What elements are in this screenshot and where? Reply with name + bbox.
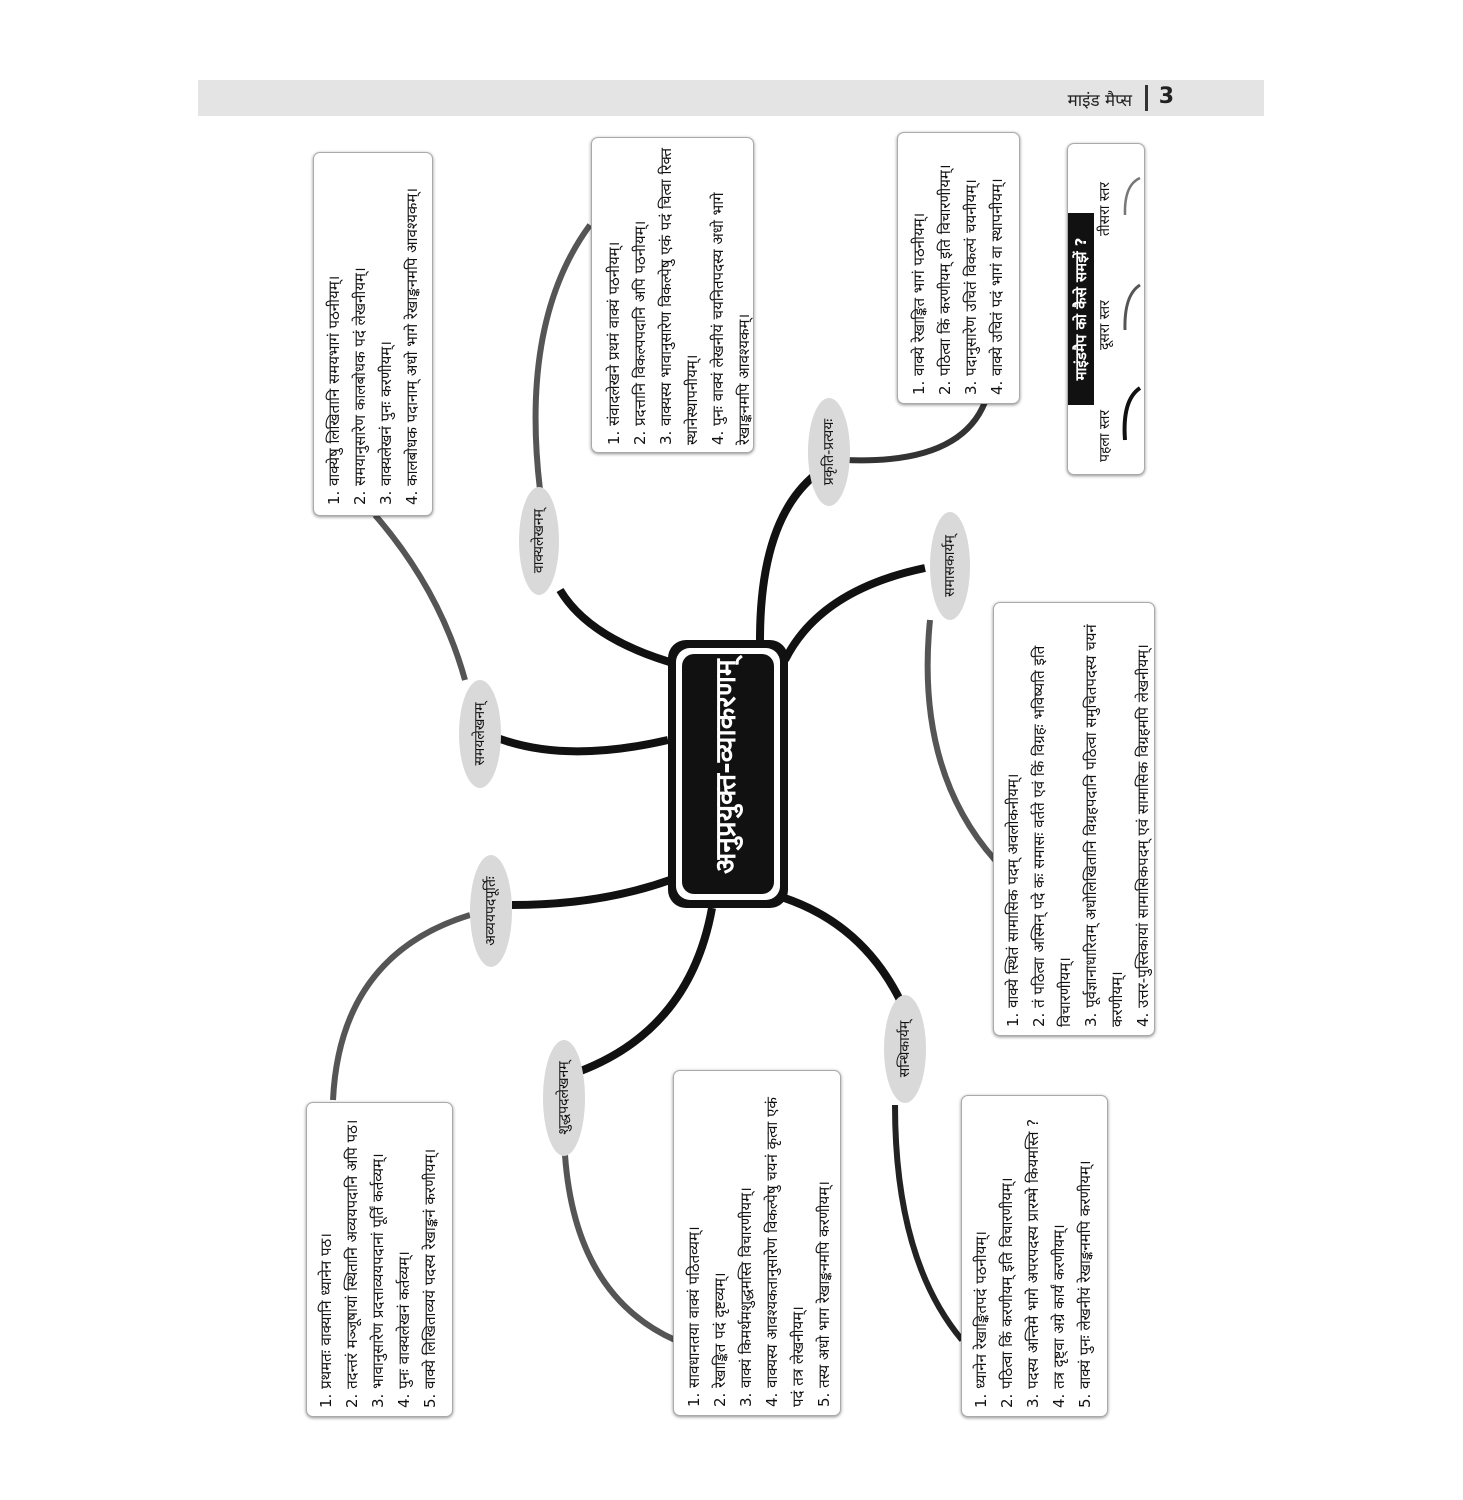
list-item: 4. वाक्ये उचितं पदं भागं वा स्थापनीयम्। [988, 178, 1006, 395]
legend-level-3: तीसरा स्तर [1097, 181, 1113, 236]
header-title: माइंड मैप्स [1067, 91, 1132, 111]
list-item: 1. वाक्येषु लिखितानि समयभागं पठनीयम्। [325, 275, 343, 505]
list-item: 4. उत्तर-पुस्तिकायां सामासिकपदम् एवं सामासिक विग्रहमपि लेखनीयम्। [1134, 644, 1152, 1027]
list-item: 3. पदस्य अन्तिमे भागे अपरपदस्य प्रारम्भे कियमस्ति ? [1024, 1118, 1042, 1408]
list-item: 1. सावधानतया वाक्यं पठितव्यम्। [685, 1226, 703, 1407]
list-item: 2. तदन्तरं मञ्जूषायां स्थितानि अव्ययपदानि अपि पठ। [343, 1119, 361, 1408]
label-samasakaryam: समासकार्यम् [942, 535, 958, 597]
list-avyaya [313, 1110, 445, 1408]
connector-avyaya-box [333, 915, 470, 1100]
list-item: 3. वाक्यलेखनं पुनः करणीयम्। [377, 341, 395, 505]
list-samasakaryam [1000, 611, 1152, 1027]
connector-samasakaryam [785, 568, 925, 660]
list-item: 3. भावानुसारेण प्रदत्ताव्ययपदानां पूर्तिं कर्तव्यम्। [369, 1153, 387, 1408]
list-item: 1. ध्यानेन रेखाङ्कितपदं पठनीयम्। [972, 1231, 990, 1408]
list-vakyalekhanam [601, 143, 753, 445]
label-avyaya: अव्ययपदपूर्तिः [483, 876, 499, 946]
list-samayalekhanam [321, 160, 425, 505]
list-item: 4. वाक्यस्य आवश्यकतानुसारेण विकल्पेषु चयनं कृत्वा एकं पदं तत्र लेखनीयम्। [763, 1097, 807, 1407]
connector-shuddha [578, 908, 712, 1072]
list-sandhi [968, 1102, 1100, 1408]
list-item: 2. तं पठित्वा अस्मिन् पदे कः समासः वर्तते एवं किं विग्रहः भविष्यति इति विचारणीयम्। [1030, 645, 1074, 1027]
list-item: 3. वाक्यं किमर्थमशुद्धमस्ति विचारणीयम्। [737, 1187, 755, 1407]
list-item: 2. समयानुसारेण कालबोधक पदं लेखनीयम्। [351, 267, 369, 505]
list-item: 5. वाक्यं पुनः लेखनीयं रेखाङ्कनमपि करणीयम्। [1076, 1160, 1094, 1408]
list-item: 1. वाक्ये रेखाङ्कित भागं पठनीयम्। [910, 212, 928, 395]
label-vakyalekhanam: वाक्यलेखनम् [531, 508, 547, 574]
list-item: 3. वाक्यस्य भावानुसारेण विकल्पेषु एकं पदं चित्वा रिक्त स्थानेस्थापनीयम्। [657, 147, 701, 445]
legend-level-1: पहला स्तर [1097, 409, 1113, 462]
connector-prakriti [760, 475, 815, 640]
connector-vakyalekhanam-box [536, 225, 590, 490]
list-item: 2. पठित्वा किं करणीयम् इति विचारणीयम्। [936, 164, 954, 395]
label-prakriti: प्रकृति-प्रत्ययः [821, 418, 837, 486]
legend-level-2: दूसरा स्तर [1097, 300, 1113, 350]
connector-prakriti-box [845, 402, 985, 460]
label-shuddha: शुद्धपदलेखनम् [556, 1061, 572, 1135]
list-item: 5. वाक्ये लिखिताव्ययं पदस्य रेखाङ्कनं करणीयम्। [421, 1148, 439, 1408]
connector-shuddha-box [565, 1155, 675, 1340]
label-sandhi: सन्धिकार्यम् [897, 1020, 913, 1078]
list-item: 2. रेखाङ्कित पदं दृष्टव्यम्। [711, 1272, 729, 1407]
list-item: 5. तस्य अधो भाग रेखाङ्कनमपि करणीयम्। [815, 1181, 833, 1407]
label-samayalekhanam: समयलेखनम् [472, 702, 488, 766]
list-item: 3. पदानुसारेण उचितं विकल्पं चयनीयम्। [962, 179, 980, 395]
center-label: अनुप्रयुक्त-व्याकरणम् [709, 659, 742, 874]
connector-sandhi [775, 895, 900, 1000]
list-item: 2. प्रदत्तानि विकल्पपदानि अपि पठनीयम्। [631, 220, 649, 445]
list-item: 2. पठित्वा किं करणीयम् इति विचारणीयम्। [998, 1177, 1016, 1408]
list-shuddha [681, 1077, 833, 1407]
list-item: 4. पुनः वाक्यलेखनं कर्तव्यम्। [395, 1251, 413, 1408]
list-item: 4. पुनः वाक्यं लेखनीयं चयनितपदस्य अधो भागे रेखाङ्कनमपि आवश्यकम्। [709, 192, 753, 445]
connector-sandhi-box [895, 1105, 962, 1340]
list-item: 1. प्रथमतः वाक्यानि ध्यानेन पठ। [317, 1233, 335, 1408]
legend-title: माइंडमैप को कैसे समझें ? [1072, 237, 1090, 381]
list-item: 1. वाक्ये स्थितं सामासिक पदम् अवलोकनीयम्। [1004, 773, 1022, 1027]
list-prakriti [906, 139, 1010, 395]
list-item: 3. पूर्वज्ञानाधारितम् अधोलिखितानि विग्रहपदानि पठित्वा समुचितपदस्य चयनं करणीयम्। [1082, 624, 1126, 1027]
list-item: 4. तत्र दृष्ट्वा अग्रे कार्यं करणीयम्। [1050, 1224, 1068, 1408]
connector-samayalekhanam [490, 735, 668, 751]
page-number: 3 [1158, 84, 1174, 109]
list-item: 4. कालबोधक पदानाम् अधो भागे रेखाङ्कनमपि आवश्यकम्। [403, 187, 421, 505]
connector-vakyalekhanam [560, 590, 680, 665]
list-item: 1. संवादलेखने प्रथमं वाक्यं पठनीयम्। [605, 241, 623, 445]
connector-samasakaryam-box [928, 620, 995, 860]
connector-samayalekhanam-box [375, 515, 465, 680]
connector-avyaya [512, 880, 670, 905]
